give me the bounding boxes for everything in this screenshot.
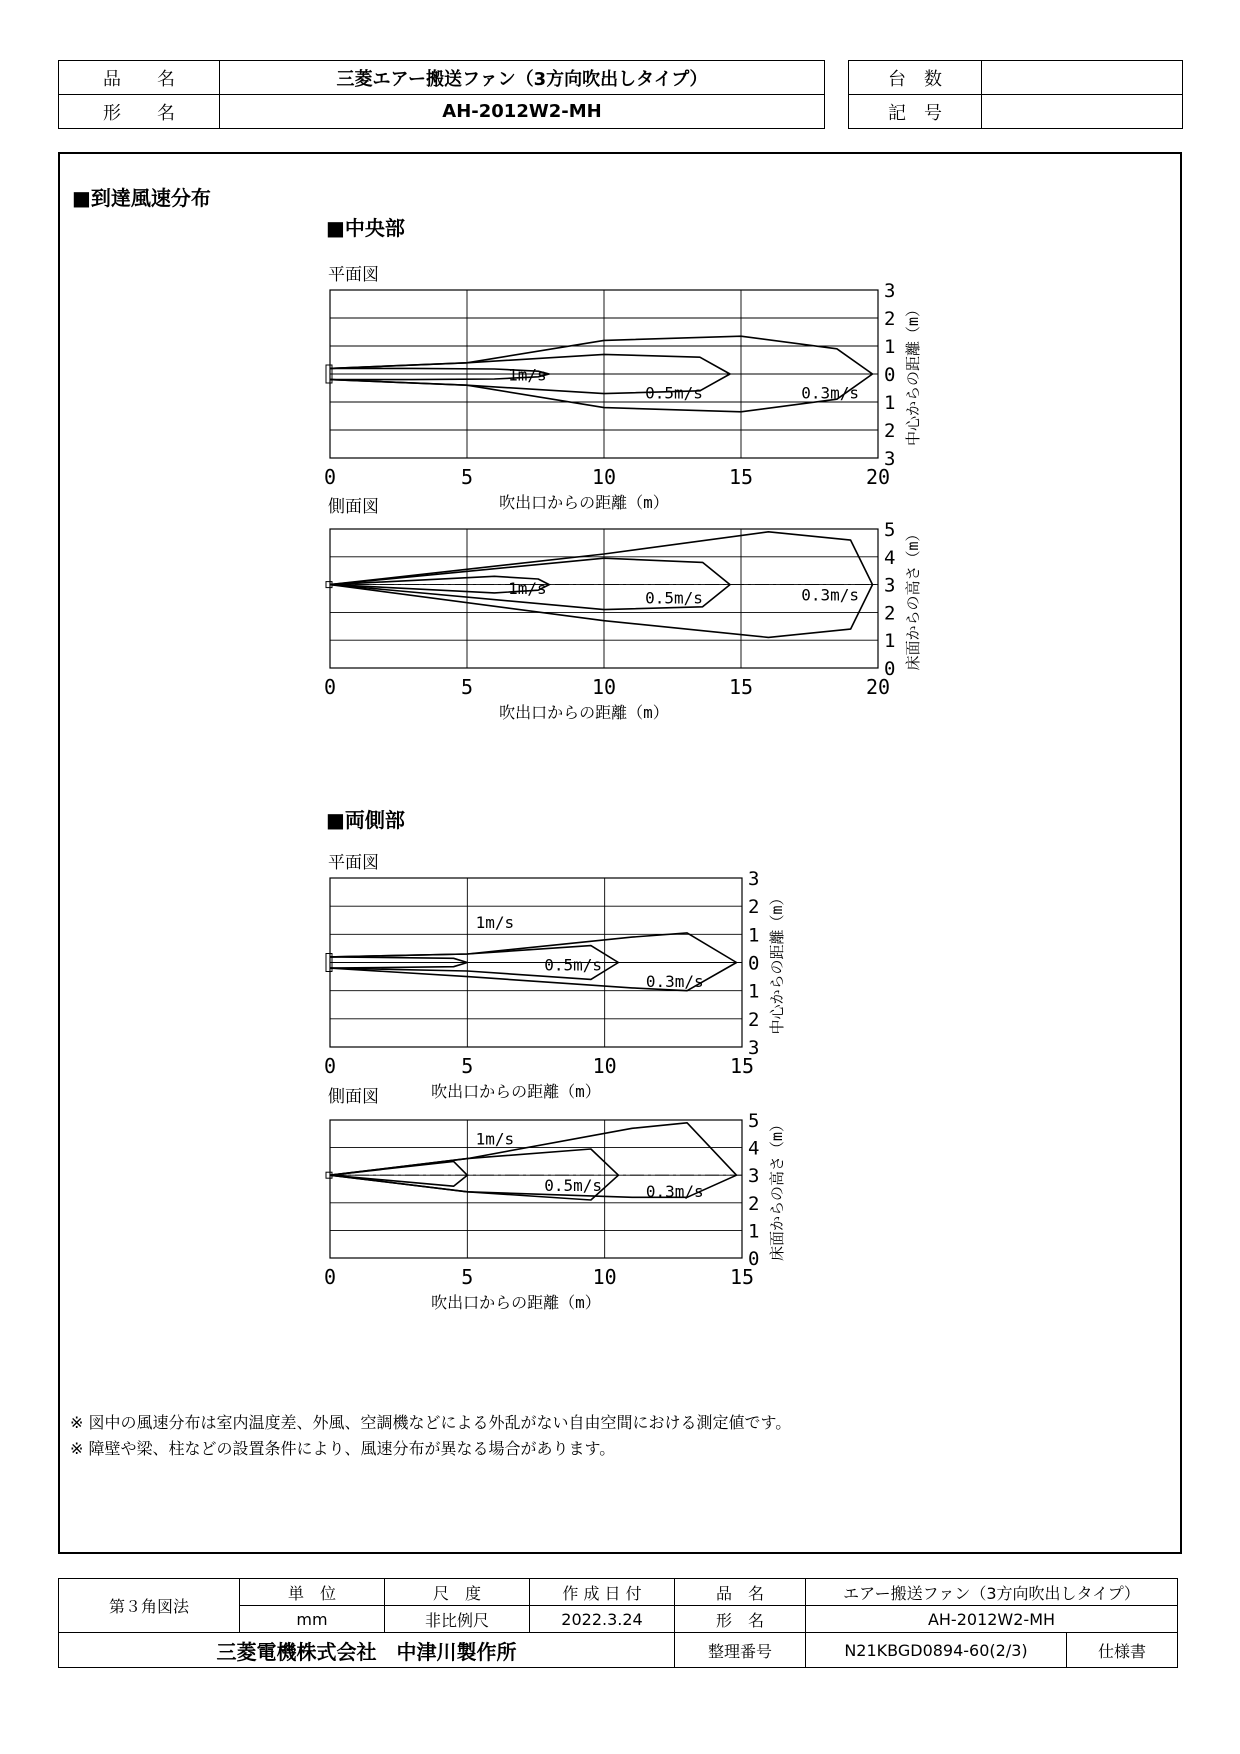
y-tick-label: 3 bbox=[748, 1165, 760, 1188]
model-name: AH-2012W2-MH bbox=[220, 95, 825, 129]
center-side-label: 側面図 bbox=[328, 497, 379, 517]
velocity-curve-0 bbox=[330, 1161, 467, 1186]
y-tick-label: 5 bbox=[884, 519, 896, 541]
scale-label: 尺 度 bbox=[385, 1579, 530, 1606]
unit-label: 単 位 bbox=[240, 1579, 385, 1606]
curve-label: 0.5m/s bbox=[544, 955, 603, 975]
x-tick-label: 5 bbox=[461, 1054, 474, 1078]
footer-product-name: エアー搬送ファン（3方向吹出しタイプ） bbox=[806, 1579, 1178, 1606]
doc-no: N21KBGD0894-60(2/3) bbox=[806, 1633, 1067, 1668]
date-value: 2022.3.24 bbox=[530, 1606, 675, 1633]
y-tick-label: 2 bbox=[884, 420, 896, 442]
curve-label: 1m/s bbox=[508, 365, 547, 385]
sides-side-label: 側面図 bbox=[328, 1087, 379, 1107]
y-tick-label: 1 bbox=[884, 336, 896, 358]
footer-model-label: 形 名 bbox=[675, 1606, 806, 1633]
x-tick-label: 10 bbox=[591, 675, 617, 699]
curve-label: 0.3m/s bbox=[801, 585, 860, 605]
y-tick-label: 3 bbox=[884, 448, 896, 470]
doc-no-label: 整理番号 bbox=[675, 1633, 806, 1668]
curve-label: 1m/s bbox=[475, 1129, 515, 1149]
y-tick-label: 5 bbox=[748, 1110, 760, 1132]
y-tick-label: 1 bbox=[748, 924, 760, 947]
y-tick-label: 0 bbox=[884, 364, 896, 386]
x-axis-label: 吹出口からの距離（m） bbox=[431, 1293, 601, 1312]
y-axis-label: 床面からの高さ（m） bbox=[768, 1116, 786, 1262]
y-tick-label: 2 bbox=[748, 1008, 760, 1031]
y-tick-label: 1 bbox=[748, 980, 760, 1003]
unit-value: mm bbox=[240, 1606, 385, 1633]
scale-value: 非比例尺 bbox=[385, 1606, 530, 1633]
product-name: 三菱エアー搬送ファン（3方向吹出しタイプ） bbox=[220, 61, 825, 95]
x-axis-label: 吹出口からの距離（m） bbox=[499, 703, 669, 722]
curve-label: 0.3m/s bbox=[801, 383, 860, 403]
date-label: 作 成 日 付 bbox=[530, 1579, 675, 1606]
y-tick-label: 0 bbox=[884, 658, 896, 680]
model-label: 形 名 bbox=[59, 95, 220, 129]
x-tick-label: 15 bbox=[728, 465, 754, 489]
y-tick-label: 3 bbox=[884, 574, 896, 597]
curve-label: 0.5m/s bbox=[544, 1176, 603, 1196]
x-tick-label: 5 bbox=[460, 465, 474, 489]
y-tick-label: 1 bbox=[884, 392, 896, 414]
y-tick-label: 2 bbox=[884, 602, 896, 625]
x-tick-label: 0 bbox=[323, 465, 337, 489]
y-tick-label: 2 bbox=[884, 308, 896, 330]
x-tick-label: 15 bbox=[729, 1054, 755, 1078]
y-tick-label: 4 bbox=[748, 1137, 760, 1160]
doc-type: 仕様書 bbox=[1067, 1633, 1178, 1668]
x-axis-label: 吹出口からの距離（m） bbox=[499, 493, 669, 512]
curve-label: 0.5m/s bbox=[645, 383, 703, 403]
projection: 第３角図法 bbox=[59, 1579, 240, 1633]
section-title: ■到達風速分布 bbox=[72, 186, 211, 210]
center-title: ■中央部 bbox=[326, 216, 405, 240]
y-tick-label: 2 bbox=[748, 1192, 760, 1215]
y-tick-label: 0 bbox=[748, 952, 760, 975]
center-plan-label: 平面図 bbox=[328, 265, 379, 285]
quantity-label: 台 数 bbox=[849, 61, 982, 95]
y-tick-label: 0 bbox=[748, 1248, 760, 1270]
y-tick-label: 2 bbox=[748, 896, 760, 919]
x-tick-label: 10 bbox=[592, 1054, 617, 1078]
x-tick-label: 0 bbox=[323, 1054, 337, 1078]
y-axis-label: 床面からの高さ（m） bbox=[904, 526, 922, 671]
curve-label: 1m/s bbox=[508, 578, 547, 598]
x-tick-label: 0 bbox=[323, 675, 337, 699]
note-2: ※ 障壁や梁、柱などの設置条件により、風速分布が異なる場合があります。 bbox=[70, 1439, 616, 1458]
curve-label: 0.3m/s bbox=[645, 1181, 704, 1201]
footer-model: AH-2012W2-MH bbox=[806, 1606, 1178, 1633]
symbol-label: 記 号 bbox=[849, 95, 982, 129]
x-tick-label: 15 bbox=[728, 675, 754, 699]
curve-label: 0.3m/s bbox=[645, 972, 704, 992]
note-1: ※ 図中の風速分布は室内温度差、外風、空調機などによる外乱がない自由空間における測定値です。 bbox=[70, 1413, 792, 1432]
x-tick-label: 15 bbox=[729, 1265, 755, 1289]
footer-block bbox=[58, 1578, 1178, 1668]
curve-label: 0.5m/s bbox=[645, 588, 703, 608]
x-tick-label: 5 bbox=[461, 1265, 474, 1289]
y-axis-label: 中心からの距離（m） bbox=[904, 301, 922, 447]
x-tick-label: 0 bbox=[323, 1265, 337, 1289]
company-name: 三菱電機株式会社 中津川製作所 bbox=[59, 1633, 675, 1668]
y-tick-label: 1 bbox=[748, 1220, 760, 1243]
x-tick-label: 20 bbox=[865, 675, 891, 699]
sides-title: ■両側部 bbox=[326, 808, 405, 832]
y-tick-label: 1 bbox=[884, 630, 896, 653]
y-tick-label: 4 bbox=[884, 546, 896, 569]
x-tick-label: 10 bbox=[592, 1265, 617, 1289]
y-axis-label: 中心からの距離（m） bbox=[768, 890, 786, 1035]
y-tick-label: 3 bbox=[748, 1037, 760, 1059]
x-tick-label: 10 bbox=[591, 465, 617, 489]
x-tick-label: 5 bbox=[460, 675, 474, 699]
y-tick-label: 3 bbox=[748, 868, 760, 890]
curve-label: 1m/s bbox=[475, 913, 515, 933]
product-name-label: 品 名 bbox=[59, 61, 220, 95]
footer-product-name-label: 品 名 bbox=[675, 1579, 806, 1606]
x-tick-label: 20 bbox=[865, 465, 891, 489]
y-tick-label: 3 bbox=[884, 280, 896, 302]
sides-plan-label: 平面図 bbox=[328, 853, 379, 873]
x-axis-label: 吹出口からの距離（m） bbox=[431, 1082, 601, 1101]
